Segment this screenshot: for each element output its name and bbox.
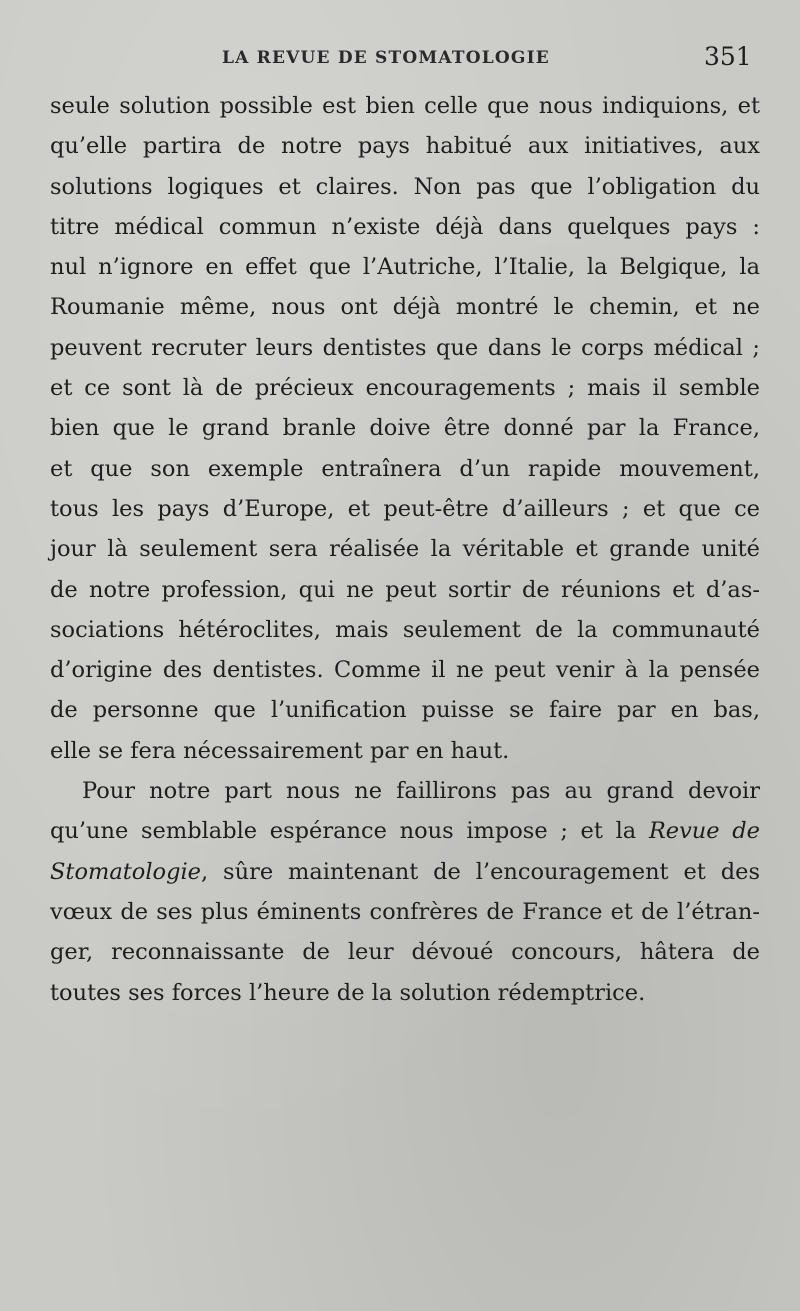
text-line: vœux de ses plus éminents confrères de France et de l’étran- (50, 898, 760, 925)
text-line: de notre profession, qui ne peut sortir de réunions et d’as- (50, 576, 760, 603)
text-segment: qu’une semblable espérance nous impose ; et la (50, 818, 649, 845)
text-line: d’origine des dentistes. Comme il ne peut venir à la pensée (50, 657, 760, 684)
text-line: bien que le grand branle doive être donné par la France, (50, 415, 760, 442)
text-line (50, 852, 760, 892)
text-line: sociations hétéroclites, mais seulement de la communauté (50, 616, 760, 643)
text-line: seule solution possible est bien celle que nous indiquions, et (50, 93, 760, 119)
text-line: et que son exemple entraînera d’un rapide mouvement, (50, 455, 760, 482)
text-line: solutions logiques et claires. Non pas que l’obligation du (50, 173, 760, 200)
paragraph-1 (50, 86, 760, 771)
running-head (0, 44, 800, 74)
text-line: et ce sont là de précieux encouragements ; mais il semble (50, 375, 760, 402)
journal-title: LA REVUE DE STOMATOLOGIE (222, 48, 550, 68)
text-body (50, 86, 760, 1013)
text-line: qu’elle partira de notre pays habitué aux initiatives, aux (50, 133, 760, 160)
text-line: elle se fera nécessairement par en haut. (50, 737, 510, 764)
text-segment: , sûre maintenant de l’encouragement et des (201, 858, 760, 885)
text-line: de personne que l’unification puisse se faire par en bas, (50, 697, 760, 724)
text-line: jour là seulement sera réalisée la véritable et grande unité (50, 536, 760, 563)
text-line: titre médical commun n’existe déjà dans quelques pays : (50, 213, 760, 240)
journal-name-italic: Revue de (648, 818, 760, 845)
text-line (50, 811, 760, 851)
text-line: Roumanie même, nous ont déjà montré le chemin, et ne (50, 294, 760, 321)
paragraph-2 (50, 771, 760, 1013)
journal-name-italic: Stomatologie (50, 858, 201, 885)
text-line: toutes ses forces l’heure de la solution rédemptrice. (50, 979, 646, 1006)
page-number: 351 (704, 42, 752, 71)
text-line: peuvent recruter leurs dentistes que dans le corps médical ; (50, 334, 760, 361)
text-line: ger, reconnaissante de leur dévoué concours, hâtera de (50, 939, 760, 966)
text-line: nul n’ignore en effet que l’Autriche, l’Italie, la Belgique, la (50, 254, 760, 281)
text-line: Pour notre part nous ne faillirons pas au grand devoir (82, 778, 760, 805)
text-line: tous les pays d’Europe, et peut-être d’ailleurs ; et que ce (50, 495, 760, 522)
